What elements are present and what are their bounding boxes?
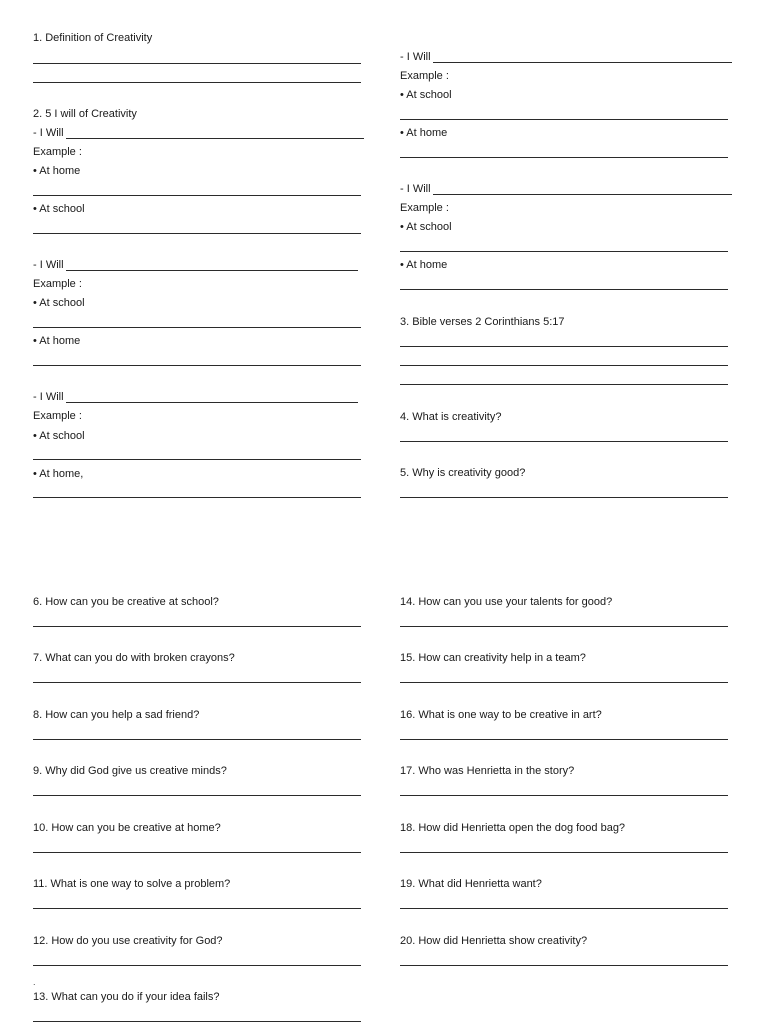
question-15: 15. How can creativity help in a team? [400,652,586,664]
question-10: 10. How can you be creative at home? [33,822,221,834]
example-label: Example : [400,202,449,214]
question-9: 9. Why did God give us creative minds? [33,765,227,777]
answer-line[interactable] [33,852,361,853]
answer-line[interactable] [400,965,728,966]
bullet-at-school: • At school [33,430,85,442]
answer-line[interactable] [33,195,361,196]
question-12: 12. How do you use creativity for God? [33,935,223,947]
bullet-at-home: • At home [400,127,448,139]
bullet-at-home: • At home [33,335,81,347]
answer-line[interactable] [33,233,361,234]
i-will-line[interactable] [433,194,732,195]
stray-mark: . [33,977,36,987]
answer-line[interactable] [33,497,361,498]
bullet-at-school: • At school [400,221,452,233]
question-14: 14. How can you use your talents for good? [400,596,613,608]
i-will-line[interactable] [66,138,364,139]
answer-line[interactable] [33,682,361,683]
i-will-label: - I Will [400,51,431,63]
answer-line[interactable] [400,251,728,252]
bullet-at-home: • At home [33,165,81,177]
question-3: 3. Bible verses 2 Corinthians 5:17 [400,316,565,328]
answer-line[interactable] [400,346,728,347]
answer-line[interactable] [400,626,728,627]
answer-line[interactable] [33,82,361,83]
answer-line[interactable] [33,795,361,796]
question-4: 4. What is creativity? [400,411,502,423]
bullet-at-school: • At school [33,297,85,309]
answer-line[interactable] [400,795,728,796]
question-11: 11. What is one way to solve a problem? [33,878,231,890]
answer-line[interactable] [33,365,361,366]
question-6: 6. How can you be creative at school? [33,596,219,608]
answer-line[interactable] [33,327,361,328]
i-will-line[interactable] [433,62,732,63]
answer-line[interactable] [400,497,728,498]
bullet-at-school: • At school [33,203,85,215]
answer-line[interactable] [400,289,728,290]
question-20: 20. How did Henrietta show creativity? [400,935,588,947]
answer-line[interactable] [400,157,728,158]
bullet-at-school: • At school [400,89,452,101]
i-will-label: - I Will [33,259,64,271]
question-18: 18. How did Henrietta open the dog food bag? [400,822,626,834]
i-will-label: - I Will [33,127,64,139]
example-label: Example : [33,410,82,422]
question-17: 17. Who was Henrietta in the story? [400,765,575,777]
answer-line[interactable] [33,63,361,64]
question-8: 8. How can you help a sad friend? [33,709,200,721]
question-16: 16. What is one way to be creative in art? [400,709,602,721]
bullet-at-home: • At home, [33,468,84,480]
i-will-line[interactable] [66,270,358,271]
answer-line[interactable] [400,119,728,120]
answer-line[interactable] [33,1021,361,1022]
answer-line[interactable] [400,852,728,853]
answer-line[interactable] [400,682,728,683]
example-label: Example : [33,278,82,290]
answer-line[interactable] [33,908,361,909]
question-1: 1. Definition of Creativity [33,32,153,44]
bullet-at-home: • At home [400,259,448,271]
answer-line[interactable] [33,459,361,460]
question-7: 7. What can you do with broken crayons? [33,652,235,664]
answer-line[interactable] [33,739,361,740]
example-label: Example : [33,146,82,158]
answer-line[interactable] [400,365,728,366]
answer-line[interactable] [33,626,361,627]
question-2: 2. 5 I will of Creativity [33,108,137,120]
i-will-label: - I Will [33,391,64,403]
question-13: 13. What can you do if your idea fails? [33,991,220,1003]
answer-line[interactable] [400,384,728,385]
question-19: 19. What did Henrietta want? [400,878,542,890]
i-will-label: - I Will [400,183,431,195]
question-5: 5. Why is creativity good? [400,467,526,479]
answer-line[interactable] [400,908,728,909]
answer-line[interactable] [400,739,728,740]
i-will-line[interactable] [66,402,358,403]
answer-line[interactable] [33,965,361,966]
example-label: Example : [400,70,449,82]
answer-line[interactable] [400,441,728,442]
